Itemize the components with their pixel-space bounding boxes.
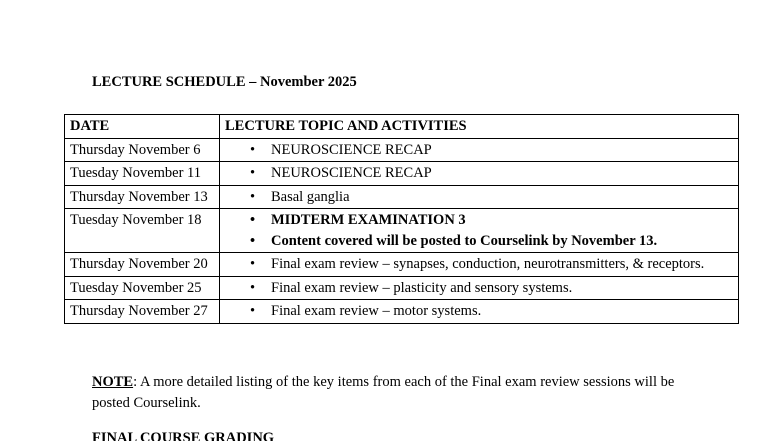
lecture-topic-cell [220, 300, 739, 324]
table-header-row [65, 115, 739, 139]
activity-list [225, 210, 732, 251]
page-title: LECTURE SCHEDULE – November 2025 [92, 74, 357, 90]
note-text: : A more detailed listing of the key items from each of the Final exam review sessions will be posted Courselink. [92, 374, 675, 411]
activity-list [225, 163, 732, 184]
activity-list [225, 140, 732, 161]
activity-item: • NEUROSCIENCE RECAP [271, 140, 732, 161]
table-row [65, 276, 739, 300]
activity-list [225, 278, 732, 299]
lecture-date-cell: Thursday November 6 [65, 138, 220, 162]
schedule-table [64, 114, 739, 324]
lecture-topic-cell [220, 162, 739, 186]
activity-item: • MIDTERM EXAMINATION 3 [271, 210, 732, 231]
lecture-date-cell: Tuesday November 25 [65, 276, 220, 300]
lecture-topic-cell [220, 253, 739, 277]
note-paragraph [92, 372, 682, 413]
lecture-date-cell: Tuesday November 11 [65, 162, 220, 186]
note-label: NOTE [92, 374, 134, 390]
table-row [65, 162, 739, 186]
section-heading-grading: FINAL COURSE GRADING [92, 430, 275, 441]
table-row [65, 185, 739, 209]
table-row [65, 300, 739, 324]
table-row [65, 209, 739, 253]
activity-item: • NEUROSCIENCE RECAP [271, 163, 732, 184]
activity-list [225, 254, 732, 275]
lecture-date-cell: Tuesday November 18 [65, 209, 220, 253]
lecture-topic-cell [220, 185, 739, 209]
activity-list [225, 187, 732, 208]
table-row [65, 253, 739, 277]
column-header-topic: LECTURE TOPIC AND ACTIVITIES [220, 115, 739, 139]
lecture-topic-cell [220, 276, 739, 300]
lecture-date-cell: Thursday November 20 [65, 253, 220, 277]
lecture-topic-cell [220, 138, 739, 162]
activity-list [225, 301, 732, 322]
activity-item: • Final exam review – plasticity and sensory systems. [271, 278, 732, 299]
column-header-date: DATE [65, 115, 220, 139]
lecture-date-cell: Thursday November 27 [65, 300, 220, 324]
lecture-date-cell: Thursday November 13 [65, 185, 220, 209]
schedule-body [65, 138, 739, 323]
lecture-topic-cell [220, 209, 739, 253]
table-row [65, 138, 739, 162]
activity-item: • Content covered will be posted to Courselink by November 13. [271, 231, 732, 252]
activity-item: • Basal ganglia [271, 187, 732, 208]
activity-item: • Final exam review – synapses, conduction, neurotransmitters, & receptors. [271, 254, 732, 275]
activity-item: • Final exam review – motor systems. [271, 301, 732, 322]
